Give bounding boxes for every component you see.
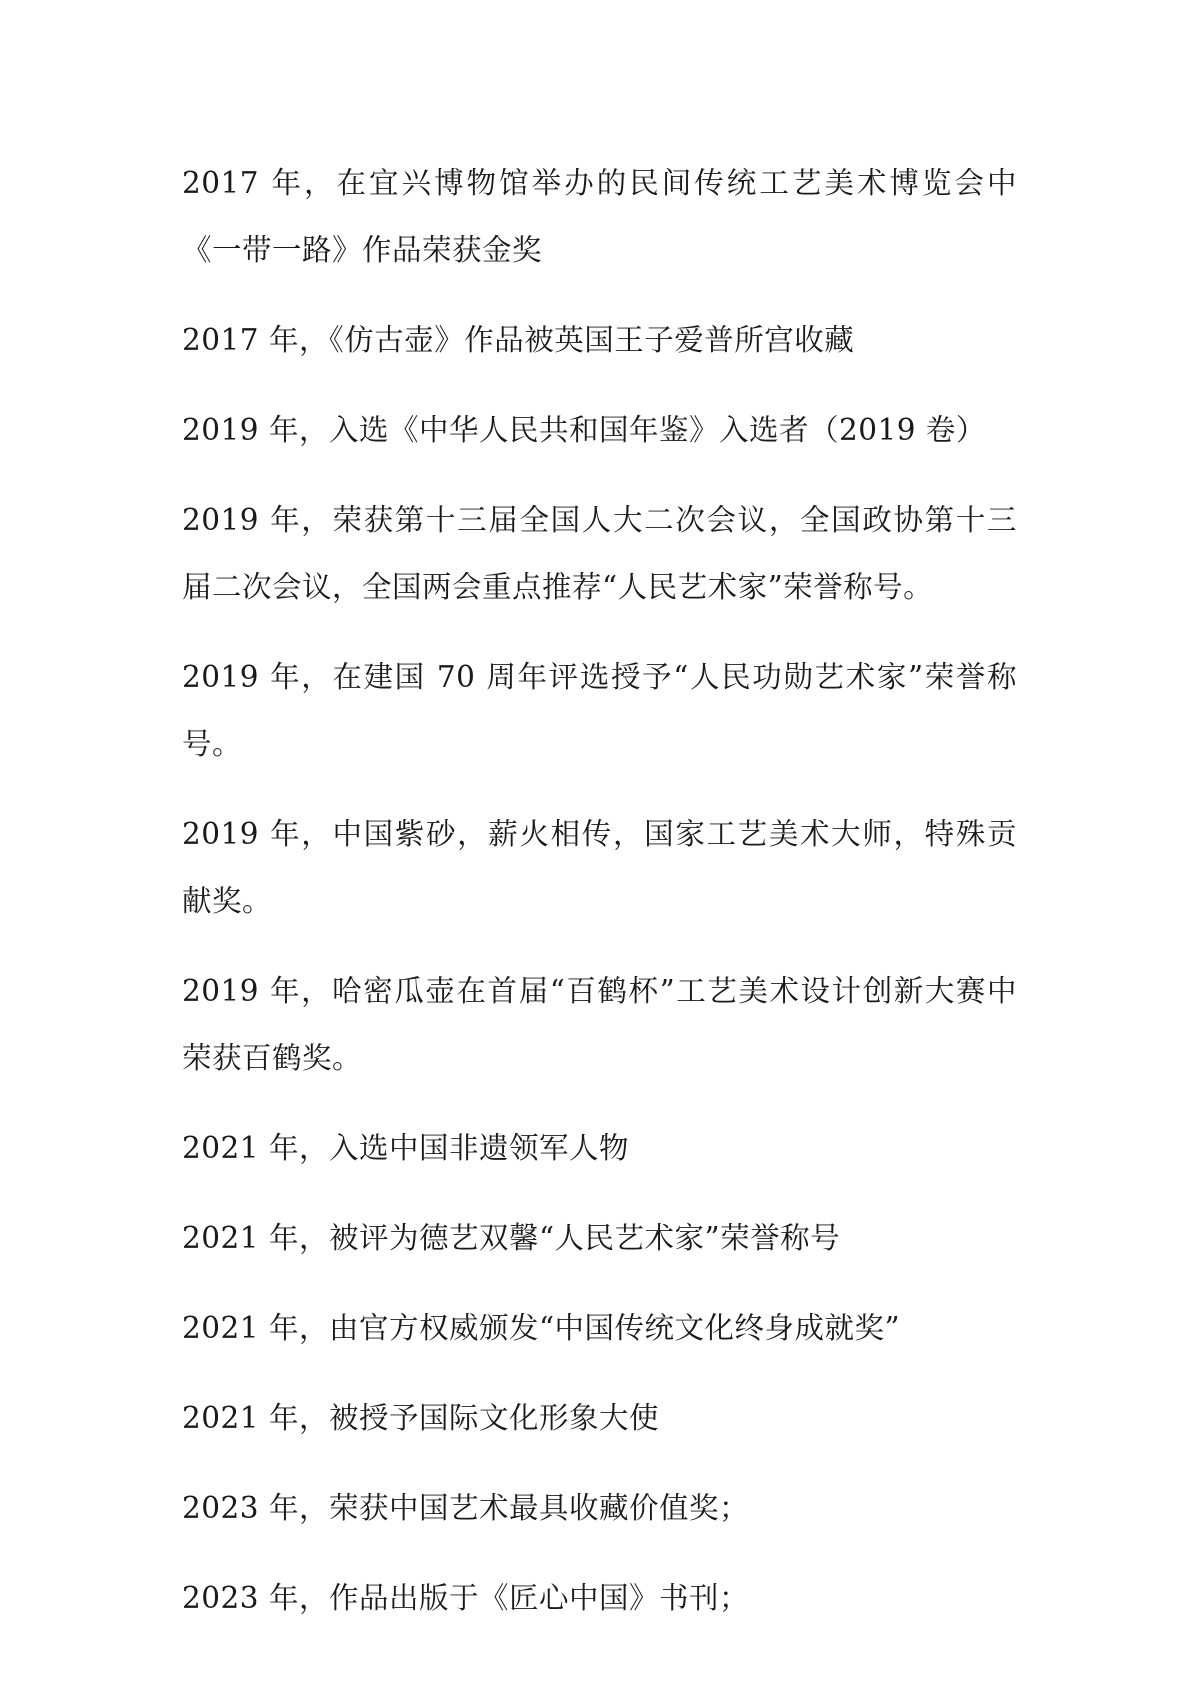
award-entry: 2021 年，由官方权威颁发“中国传统文化终身成就奖” bbox=[182, 1311, 901, 1345]
award-entry: 2019 年，在建国 70 周年评选授予“人民功勋艺术家”荣誉称号。 bbox=[182, 660, 1017, 761]
award-entry: 2019 年，入选《中华人民共和国年鉴》入选者（2019 卷） bbox=[182, 413, 986, 447]
award-entry: 2021 年，被评为德艺双馨“人民艺术家”荣誉称号 bbox=[182, 1221, 841, 1255]
award-list bbox=[182, 150, 1017, 1632]
award-entry: 2019 年，荣获第十三届全国人大二次会议，全国政协第十三届二次会议，全国两会重点推荐“人民艺术家”荣誉称号。 bbox=[182, 503, 1017, 604]
award-entry: 2019 年，哈密瓜壶在首届“百鹤杯”工艺美术设计创新大赛中荣获百鹤奖。 bbox=[182, 974, 1017, 1075]
award-entry: 2021 年，被授予国际文化形象大使 bbox=[182, 1401, 659, 1435]
award-entry: 2023 年，荣获中国艺术最具收藏价值奖； bbox=[182, 1491, 749, 1525]
award-entry: 2023 年，作品出版于《匠心中国》书刊； bbox=[182, 1581, 749, 1615]
award-entry: 2019 年，中国紫砂，薪火相传，国家工艺美术大师，特殊贡献奖。 bbox=[182, 817, 1017, 918]
award-entry: 2021 年，入选中国非遗领军人物 bbox=[182, 1131, 629, 1165]
award-entry: 2017 年，在宜兴博物馆举办的民间传统工艺美术博览会中《一带一路》作品荣获金奖 bbox=[182, 166, 1017, 267]
award-entry: 2017 年，《仿古壶》作品被英国王子爱普所宫收藏 bbox=[182, 323, 855, 357]
